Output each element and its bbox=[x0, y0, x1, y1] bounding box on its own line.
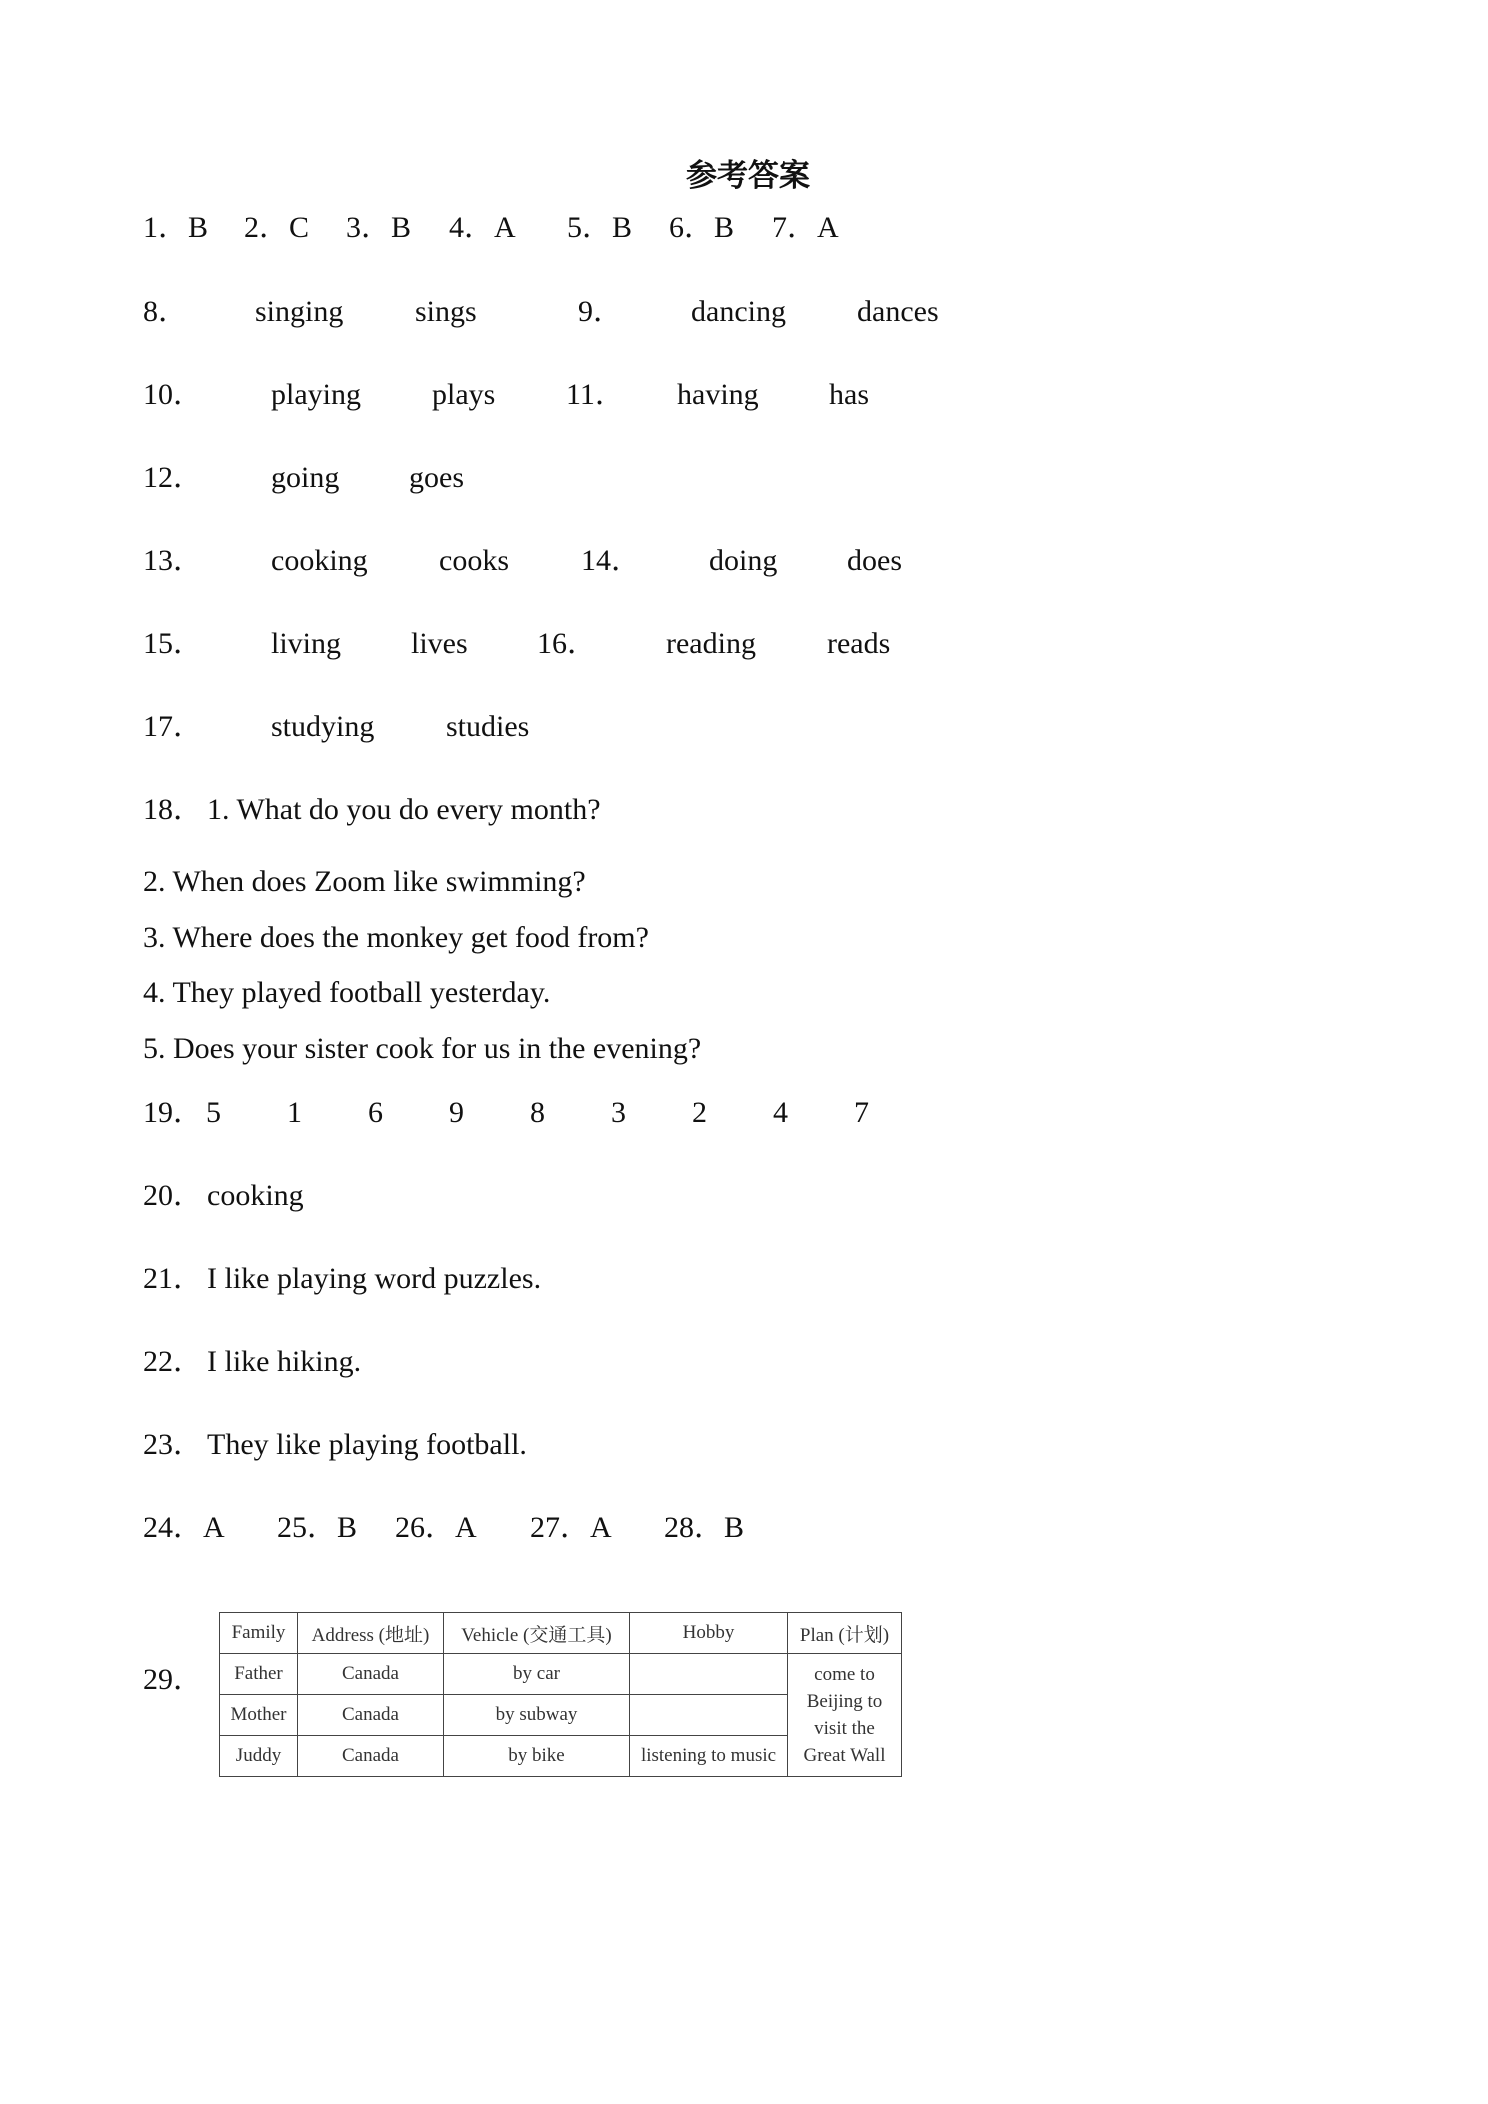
vehicle-cell: by subway bbox=[444, 1695, 630, 1736]
family-cell: Mother bbox=[220, 1695, 298, 1736]
answer-ing-form: having bbox=[677, 378, 759, 411]
question-number: 19． bbox=[143, 1096, 203, 1129]
question-number: 16． bbox=[537, 627, 597, 660]
hobby-cell: listening to music bbox=[630, 1736, 788, 1777]
answer-sentence: 5. Does your sister cook for us in the evening? bbox=[143, 1032, 702, 1065]
answers-22 bbox=[0, 1342, 1488, 1382]
answer-s-form: dances bbox=[857, 295, 939, 328]
answer-text: I like playing word puzzles. bbox=[207, 1262, 542, 1295]
answer-ing-form: reading bbox=[666, 627, 756, 660]
hobby-cell bbox=[630, 1695, 788, 1736]
question-number: 21． bbox=[143, 1262, 203, 1295]
answer-s-form: plays bbox=[432, 378, 496, 411]
question-number: 18． bbox=[143, 793, 203, 826]
column-header: Hobby bbox=[630, 1613, 788, 1654]
question-number: 23． bbox=[143, 1428, 203, 1461]
order-number: 9 bbox=[449, 1096, 464, 1129]
answer-ing-form: living bbox=[271, 627, 342, 660]
order-number: 4 bbox=[773, 1096, 788, 1129]
question-number: 14． bbox=[581, 544, 641, 577]
order-number: 2 bbox=[692, 1096, 707, 1129]
question-number: 10． bbox=[143, 378, 203, 411]
family-cell: Father bbox=[220, 1654, 298, 1695]
answer-sentence: 3. Where does the monkey get food from? bbox=[143, 921, 649, 954]
answers-18-line3 bbox=[0, 918, 1488, 958]
answer-ing-form: singing bbox=[255, 295, 344, 328]
question-number: 15． bbox=[143, 627, 203, 660]
column-header: Vehicle (交通工具) bbox=[444, 1613, 630, 1654]
table-header-row bbox=[220, 1613, 902, 1654]
answers-21 bbox=[0, 1259, 1488, 1299]
answers-1-7 bbox=[0, 208, 1488, 248]
order-number: 8 bbox=[530, 1096, 545, 1129]
question-number: 17． bbox=[143, 710, 203, 743]
plan-line: Great Wall bbox=[803, 1745, 886, 1766]
order-number: 7 bbox=[854, 1096, 869, 1129]
answer-ing-form: dancing bbox=[691, 295, 786, 328]
answers-8-9 bbox=[0, 292, 1488, 332]
plan-line: visit the bbox=[814, 1718, 875, 1739]
answers-23 bbox=[0, 1425, 1488, 1465]
answer-ing-form: playing bbox=[271, 378, 361, 411]
answer-1: 1．B bbox=[143, 211, 209, 244]
answer-s-form: sings bbox=[415, 295, 477, 328]
question-number: 22． bbox=[143, 1345, 203, 1378]
answers-18-line2 bbox=[0, 862, 1488, 902]
answer-text: I like hiking. bbox=[207, 1345, 362, 1378]
answer-2: 2．C bbox=[244, 211, 310, 244]
answer-s-form: studies bbox=[446, 710, 530, 743]
answer-ing-form: doing bbox=[709, 544, 778, 577]
family-plan-table bbox=[219, 1612, 902, 1777]
answer-s-form: does bbox=[847, 544, 902, 577]
vehicle-cell: by car bbox=[444, 1654, 630, 1695]
question-number: 12． bbox=[143, 461, 203, 494]
answer-28: 28．B bbox=[664, 1511, 745, 1544]
question-number: 13． bbox=[143, 544, 203, 577]
question-number: 11． bbox=[566, 378, 625, 411]
question-number: 8． bbox=[143, 295, 188, 328]
question-number: 20． bbox=[143, 1179, 203, 1212]
answer-ing-form: going bbox=[271, 461, 340, 494]
answer-5: 5．B bbox=[567, 211, 633, 244]
answer-s-form: has bbox=[829, 378, 869, 411]
answer-3: 3．B bbox=[346, 211, 412, 244]
answer-25: 25．B bbox=[277, 1511, 358, 1544]
answer-s-form: reads bbox=[827, 627, 891, 660]
answers-13-14 bbox=[0, 541, 1488, 581]
answer-s-form: lives bbox=[411, 627, 468, 660]
table-row bbox=[220, 1654, 902, 1695]
answers-12 bbox=[0, 458, 1488, 498]
address-cell: Canada bbox=[298, 1736, 444, 1777]
answers-10-11 bbox=[0, 375, 1488, 415]
hobby-cell bbox=[630, 1654, 788, 1695]
order-number: 6 bbox=[368, 1096, 383, 1129]
address-cell: Canada bbox=[298, 1654, 444, 1695]
column-header: Address (地址) bbox=[298, 1613, 444, 1654]
answers-24-28 bbox=[0, 1508, 1488, 1548]
answers-19 bbox=[0, 1093, 1488, 1133]
answer-sentence: 2. When does Zoom like swimming? bbox=[143, 865, 586, 898]
column-header: Plan (计划) bbox=[788, 1613, 902, 1654]
answers-17 bbox=[0, 707, 1488, 747]
order-number: 1 bbox=[287, 1096, 302, 1129]
answer-6: 6．B bbox=[669, 211, 735, 244]
answer-ing-form: cooking bbox=[271, 544, 368, 577]
answer-sentence: 4. They played football yesterday. bbox=[143, 976, 551, 1009]
question-number: 9． bbox=[578, 295, 623, 328]
answers-18-line4 bbox=[0, 973, 1488, 1013]
order-number: 5 bbox=[206, 1096, 221, 1129]
answer-text: cooking bbox=[207, 1179, 304, 1212]
answer-s-form: goes bbox=[409, 461, 464, 494]
answers-18-line1 bbox=[0, 790, 1488, 830]
answer-sentence: 1. What do you do every month? bbox=[207, 793, 601, 826]
answer-7: 7．A bbox=[772, 211, 839, 244]
answer-text: They like playing football. bbox=[207, 1428, 527, 1461]
answer-24: 24．A bbox=[143, 1511, 225, 1544]
family-cell: Juddy bbox=[220, 1736, 298, 1777]
plan-line: Beijing to bbox=[806, 1691, 883, 1712]
vehicle-cell: by bike bbox=[444, 1736, 630, 1777]
answer-ing-form: studying bbox=[271, 710, 375, 743]
column-header: Family bbox=[220, 1613, 298, 1654]
plan-cell bbox=[788, 1654, 902, 1777]
answer-s-form: cooks bbox=[439, 544, 509, 577]
question-number: 29． bbox=[143, 1663, 203, 1696]
order-number: 3 bbox=[611, 1096, 626, 1129]
answers-18-line5 bbox=[0, 1029, 1488, 1069]
plan-line: come to bbox=[814, 1664, 875, 1685]
address-cell: Canada bbox=[298, 1695, 444, 1736]
answers-15-16 bbox=[0, 624, 1488, 664]
answer-27: 27．A bbox=[530, 1511, 612, 1544]
page-title: 参考答案 bbox=[686, 158, 810, 194]
answers-20 bbox=[0, 1176, 1488, 1216]
answer-4: 4．A bbox=[449, 211, 516, 244]
answer-26: 26．A bbox=[395, 1511, 477, 1544]
